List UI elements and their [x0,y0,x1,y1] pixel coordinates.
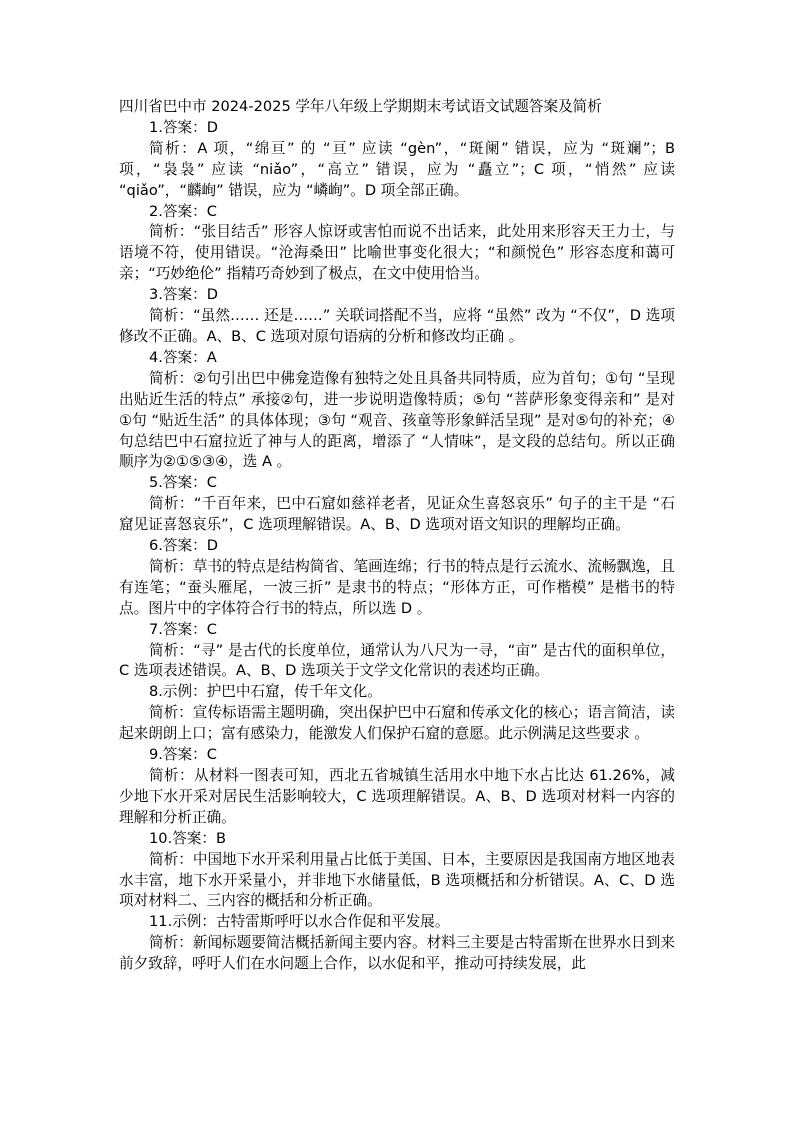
answer-line: 4.答案：A [149,348,217,366]
analysis-paragraph: 简析：A 项，“绵亘” 的 “亘” 应读 “gèn”，“斑阑” 错误，应为 “斑斓”；B 项，“袅袅” 应读 “niǎo”，“高立” 错误，应为 “矗立”；C 项，“悄然” 应读 “qiǎo”，“麟峋” 错误，应为 “嶙峋”。D 项全部正确。 [119,139,675,199]
answer-line: 3.答案：D [149,286,218,304]
answer-line: 8.示例：护巴中石窟，传千年文化。 [149,683,382,701]
answer-line: 5.答案：C [149,474,217,492]
answer-line: 6.答案：D [149,537,218,555]
analysis-paragraph: 简析：“寻” 是古代的长度单位，通常认为八尺为一寻，“亩” 是古代的面积单位，C 选项表述错误。A、B、D 选项关于文学文化常识的表述均正确。 [119,641,675,680]
answer-list [119,118,675,975]
answer-line: 9.答案：C [149,746,217,764]
document-title: 四川省巴中市 2024-2025 学年八年级上学期期末考试语文试题答案及简析 [119,98,602,115]
answer-line: 1.答案：D [149,118,218,136]
analysis-paragraph: 简析：②句引出巴中佛龛造像有独特之处且具备共同特质，应为首句；①句 “呈现出贴近生活的特点” 承接②句，进一步说明造像特质；⑤句 “菩萨形象变得亲和” 是对①句 “贴近生活” 的具体体现；③句 “观音、孩童等形象鲜活呈现” 是对⑤句的补充；④句总结巴中石窟拉近了神与人的距离，增添了 “人情味”，是文段的总结句。所以正确顺序为②①⑤③④，选 A 。 [119,369,675,471]
analysis-paragraph: 简析：从材料一图表可知，西北五省城镇生活用水中地下水占比达 61.26%，减少地下水开采对居民生活影响较大，C 选项理解错误。A、B、D 选项对材料一内容的理解和分析正确。 [119,767,675,826]
analysis-paragraph: 简析：“张目结舌” 形容人惊讶或害怕而说不出话来，此处用来形容天王力士，与语境不符，使用错误。“沧海桑田” 比喻世事变化很大；“和颜悦色” 形容态度和蔼可亲；“巧妙绝伦” 指精巧奇妙到了极点，在文中使用恰当。 [119,223,675,283]
analysis-paragraph: 简析：草书的特点是结构简省、笔画连绵；行书的特点是行云流水、流畅飘逸，且有连笔；“蚕头雁尾，一波三折” 是隶书的特点；“形体方正，可作楷模” 是楷书的特点。图片中的字体符合行书的特点，所以选 D 。 [119,557,675,617]
analysis-paragraph: 简析：新闻标题要简洁概括新闻主要内容。材料三主要是古特雷斯在世界水日到来前夕致辞，呼吁人们在水问题上合作，以水促和平，推动可持续发展，此 [119,934,675,973]
analysis-paragraph: 简析：宣传标语需主题明确，突出保护巴中石窟和传承文化的核心；语言简洁，读起来朗朗上口；富有感染力，能激发人们保护石窟的意愿。此示例满足这些要求 。 [119,704,675,743]
document-page [119,97,675,975]
answer-line: 7.答案：C [149,620,217,638]
answer-line: 11.示例：古特雷斯呼吁以水合作促和平发展。 [149,913,450,931]
analysis-paragraph: 简析：“千百年来，巴中石窟如慈祥老者，见证众生喜怒哀乐” 句子的主干是 “石窟见证喜怒哀乐”，C 选项理解错误。A、B、D 选项对语文知识的理解均正确。 [119,495,675,534]
answer-line: 10.答案：B [149,829,227,847]
analysis-paragraph: 简析：“虽然…… 还是……” 关联词搭配不当，应将 “虽然” 改为 “不仅”，D 选项修改不正确。A、B、C 选项对原句语病的分析和修改均正确 。 [119,307,675,345]
analysis-paragraph: 简析：中国地下水开采利用量占比低于美国、日本，主要原因是我国南方地区地表水丰富，地下水开采量小，并非地下水储量低，B 选项概括和分析错误。A、C、D 选项对材料二、三内容的概括和分析正确。 [119,850,675,910]
answer-line: 2.答案：C [149,202,217,220]
